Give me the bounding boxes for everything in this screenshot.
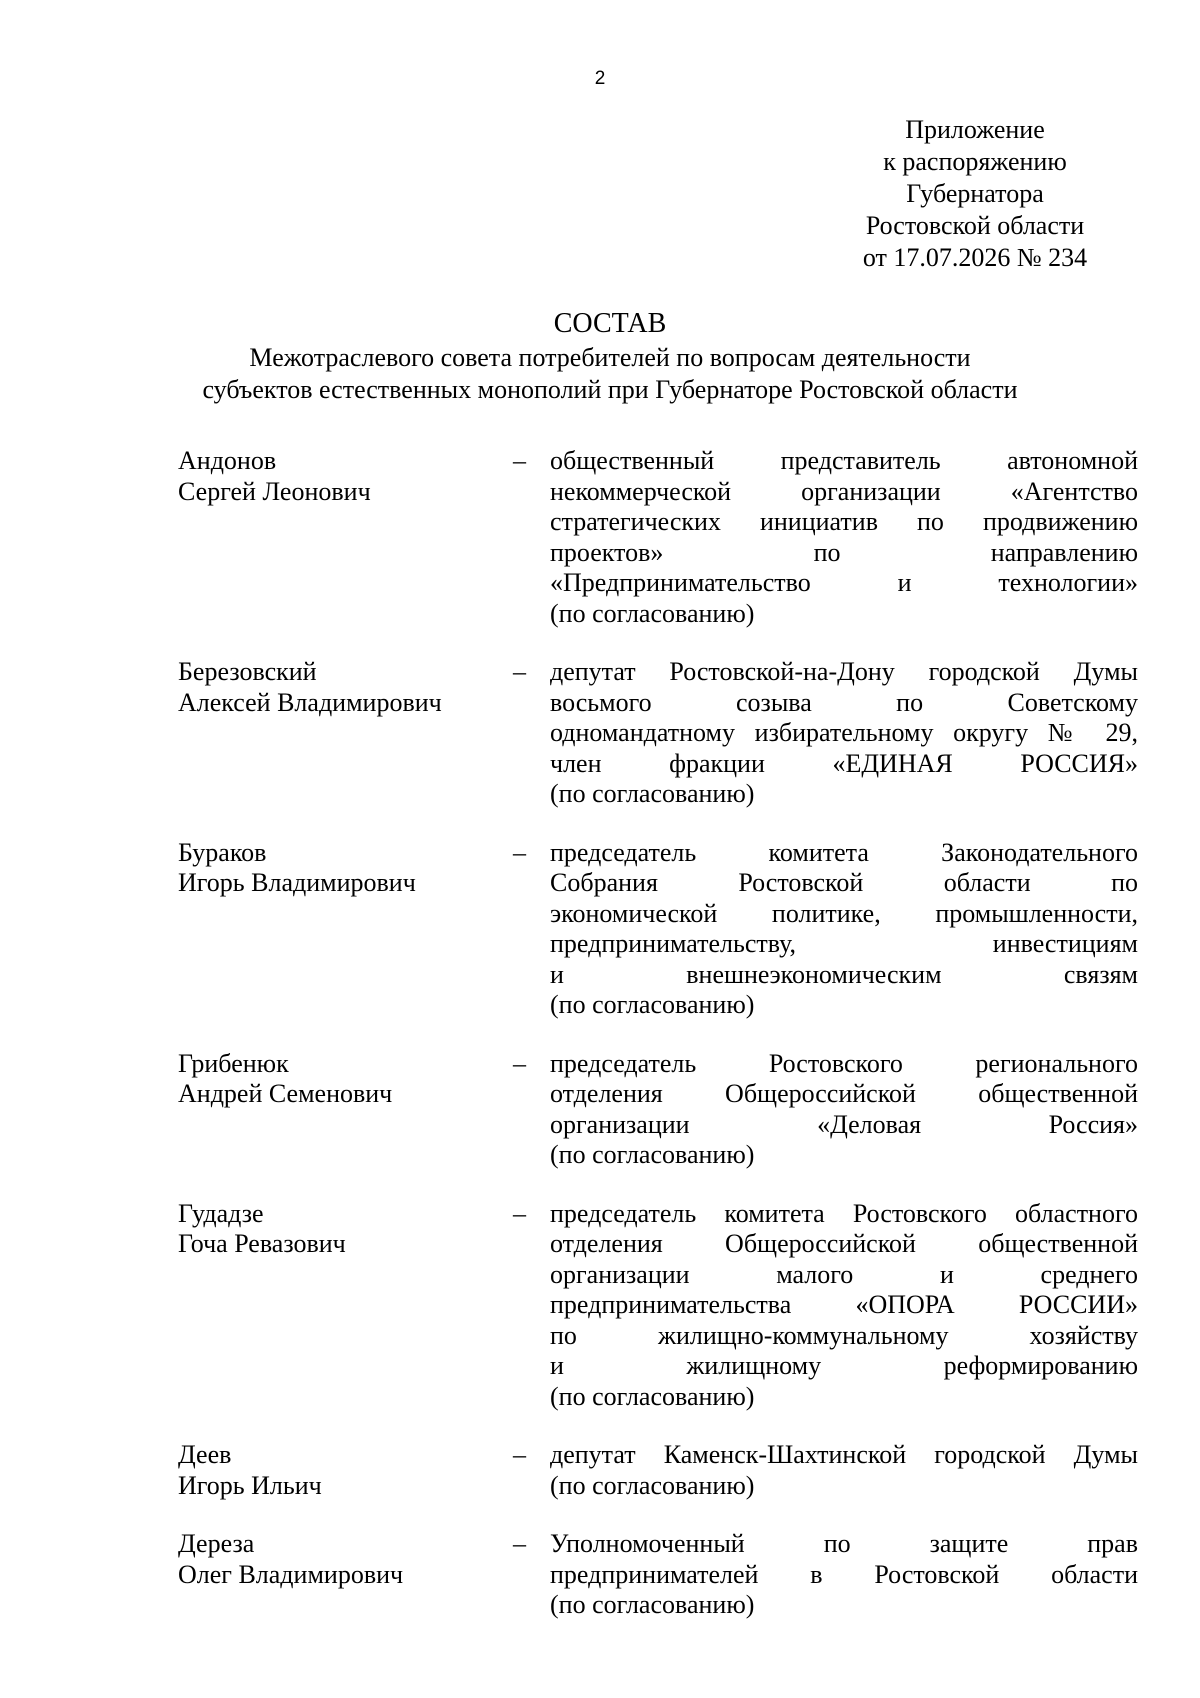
member-role-line: «Предпринимательство и технологии» [550,568,1138,597]
appendix-line: от 17.07.2026 № 234 [862,243,1088,272]
member-role-line: отделения Общероссийской общественной [550,1229,1138,1258]
member-given-name: Олег Владимирович [178,1559,404,1589]
member-name [178,446,513,629]
appendix-line: Приложение [905,115,1045,144]
member-role-line: Уполномоченный по защите прав [550,1529,1138,1558]
member-surname: Бураков [178,837,267,867]
member-row [178,1049,1138,1171]
document-title: СОСТАВ [553,308,667,339]
member-role-line: и внешнеэкономическим связям [550,959,1138,989]
member-name [178,1440,513,1501]
member-surname: Дереза [178,1529,255,1558]
member-role-line: общественный представитель автономной [550,446,1138,475]
member-role-line: предпринимателей в Ростовской области [550,1559,1138,1589]
member-name [178,1529,513,1621]
member-row [178,1529,1138,1621]
member-role [550,1199,1138,1413]
member-name [178,657,513,810]
member-row [178,838,1138,1021]
member-surname: Деев [178,1440,232,1469]
member-role-line: председатель комитета Ростовского областного [550,1198,1138,1228]
member-role-line: (по согласованию) [550,990,755,1019]
dash-separator: – [513,837,526,867]
dash-separator: – [513,1529,526,1558]
dash-separator: – [513,1048,526,1078]
member-role-line: одномандатному избирательному округу № 29, [550,718,1138,747]
member-name [178,1199,513,1413]
appendix-line: Ростовской области [865,211,1085,240]
member-name [178,1049,513,1171]
member-role-line: член фракции «ЕДИНАЯ РОССИЯ» [550,748,1138,778]
member-row [178,1199,1138,1413]
member-role-line: и жилищному реформированию [550,1351,1138,1380]
member-role-line: стратегических инициатив по продвижению [550,507,1138,536]
member-given-name: Андрей Семенович [178,1079,393,1108]
member-role [550,1049,1138,1171]
member-role-line: проектов» по направлению [550,537,1138,567]
member-role [550,657,1138,810]
member-role-line: предпринимательства «ОПОРА РОССИИ» [550,1290,1138,1319]
member-given-name: Сергей Леонович [178,476,371,506]
member-role-line: отделения Общероссийской общественной [550,1079,1138,1108]
document-subtitle-line: субъектов естественных монополий при Губернаторе Ростовской области [202,375,1018,404]
document-subtitle-line: Межотраслевого совета потребителей по вопросам деятельности [249,343,971,372]
member-role-line: экономической политике, промышленности, [550,898,1138,928]
member-role [550,1440,1138,1501]
member-role [550,446,1138,629]
member-surname: Андонов [178,446,277,475]
member-surname: Гудадзе [178,1198,264,1228]
member-row [178,1440,1138,1501]
title-block [150,306,1070,406]
member-given-name: Игорь Ильич [178,1470,322,1500]
member-role-line: председатель Ростовского регионального [550,1048,1138,1078]
dash-separator: – [513,1198,526,1228]
appendix-header [835,114,1115,274]
member-name [178,838,513,1021]
member-role-line: депутат Ростовской-на-Дону городской Думы [550,657,1138,686]
member-row [178,446,1138,629]
dash-separator: – [513,657,526,686]
members-list [178,446,1138,1649]
member-role-line: некоммерческой организации «Агентство [550,476,1138,506]
member-role-line: организации «Деловая Россия» [550,1109,1138,1139]
member-role [550,838,1138,1021]
member-given-name: Гоча Ревазович [178,1229,346,1258]
member-role-line: (по согласованию) [550,1470,755,1500]
page-number: 2 [594,68,606,89]
appendix-line: Губернатора [906,179,1044,208]
dash-separator: – [513,446,526,475]
member-role-line: председатель комитета Законодательного [550,837,1138,867]
member-role-line: Собрания Ростовской области по [550,868,1138,897]
member-role-line: (по согласованию) [550,1140,755,1169]
member-role-line: (по согласованию) [550,1381,755,1411]
member-role-line: организации малого и среднего [550,1259,1138,1289]
member-row [178,657,1138,810]
member-surname: Березовский [178,657,317,686]
member-role-line: предпринимательству, инвестициям [550,929,1138,958]
dash-separator: – [513,1440,526,1469]
member-role-line: восьмого созыва по Советскому [550,687,1138,717]
member-role-line: депутат Каменск-Шахтинской городской Думы [550,1440,1138,1469]
member-role [550,1529,1138,1621]
appendix-line: к распоряжению [883,147,1067,176]
member-given-name: Игорь Владимирович [178,868,416,897]
member-role-line: (по согласованию) [550,779,755,808]
member-role-line: (по согласованию) [550,598,755,628]
member-given-name: Алексей Владимирович [178,687,442,717]
member-surname: Грибенюк [178,1048,289,1078]
member-role-line: по жилищно-коммунальному хозяйству [550,1320,1138,1350]
member-role-line: (по согласованию) [550,1590,755,1619]
